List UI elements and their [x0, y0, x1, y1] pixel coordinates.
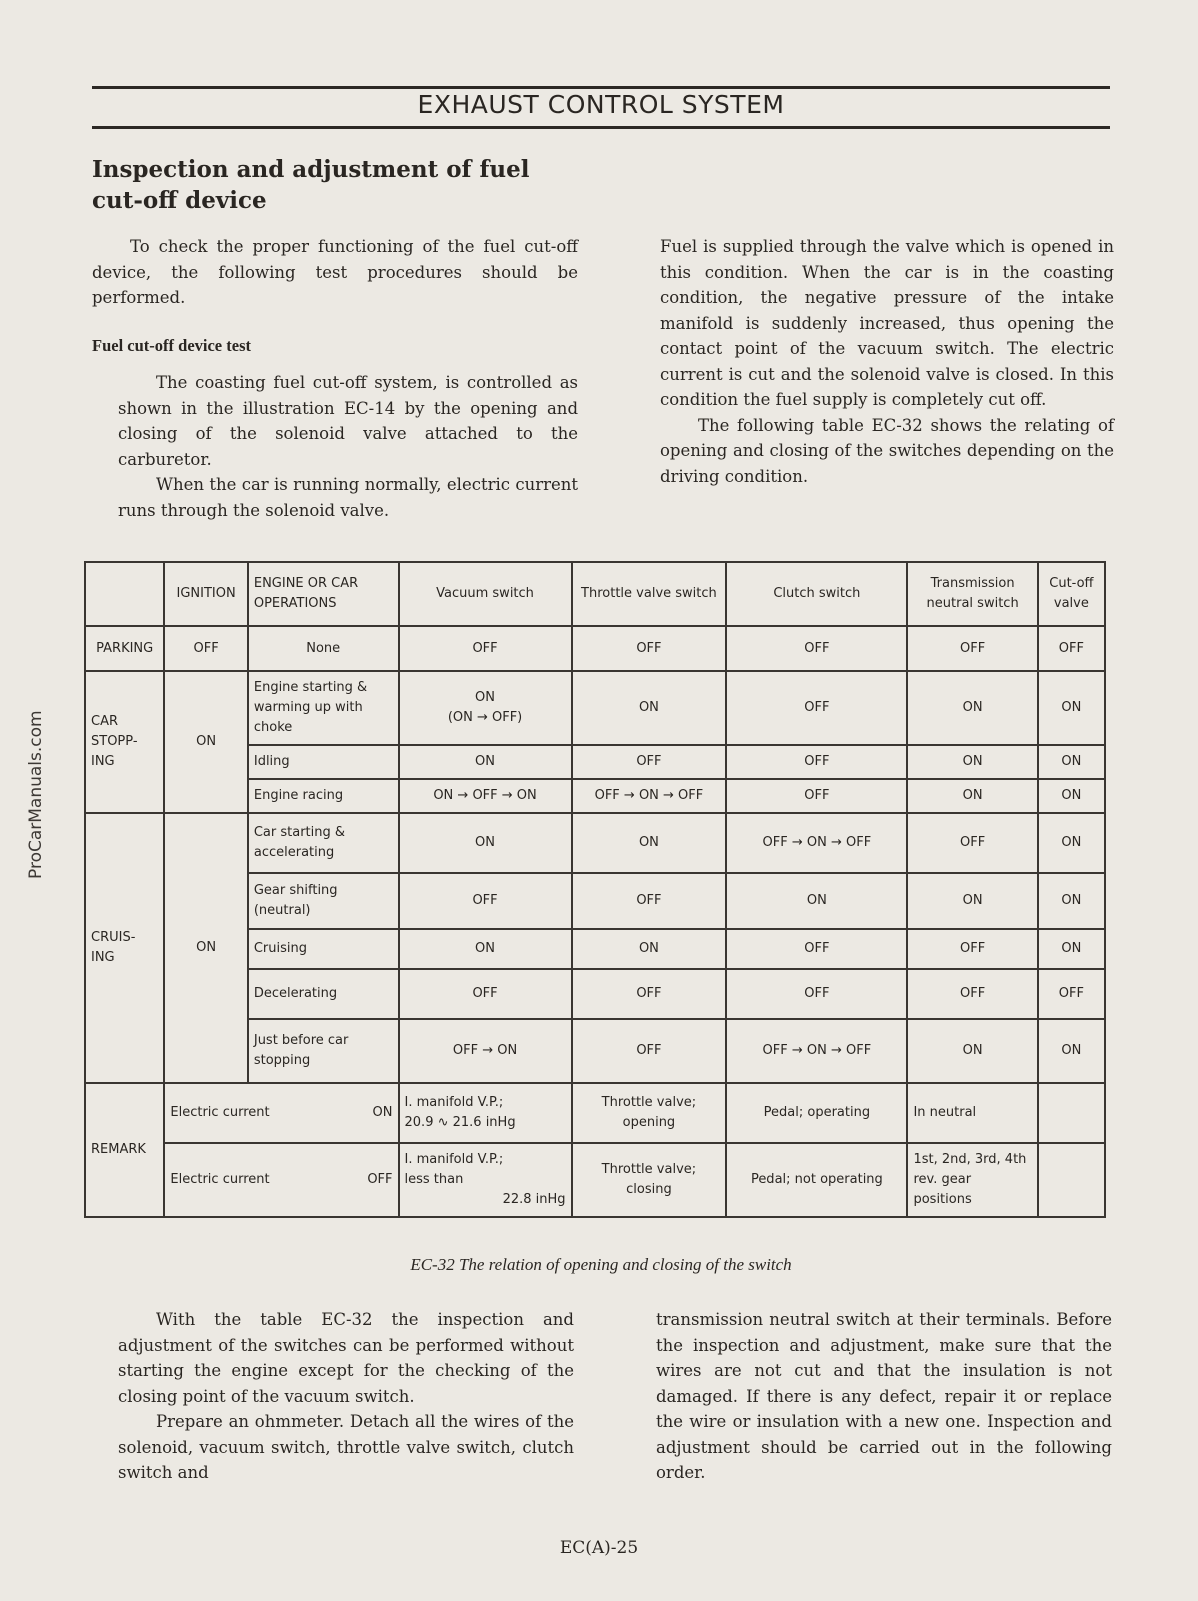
- table-header: ENGINE OR CAR OPERATIONS: [248, 562, 399, 626]
- cell-spread: [170, 1170, 392, 1190]
- table-cell: OFF: [726, 969, 907, 1019]
- cell-state: ON: [372, 1105, 393, 1120]
- body-paragraph: The coasting fuel cut-off system, is controlled as shown in the illustration EC-14 by the opening and closing of the solenoid valve attached to the carburetor.: [118, 373, 578, 469]
- right-column: [660, 234, 1114, 489]
- table-row: [85, 813, 1105, 873]
- table-cell: ON: [1038, 745, 1105, 779]
- table-cell: ON: [164, 671, 247, 813]
- table-cell: ON: [572, 671, 727, 745]
- table-header-row: [85, 562, 1105, 626]
- table-cell: ON: [907, 873, 1037, 929]
- table-cell: OFF: [572, 873, 727, 929]
- table-header: Clutch switch: [726, 562, 907, 626]
- table-cell: ON: [1038, 813, 1105, 873]
- table-cell: OFF: [399, 969, 572, 1019]
- body-paragraph: When the car is running normally, electric current runs through the solenoid valve.: [118, 475, 578, 520]
- table-cell: ON: [572, 929, 727, 969]
- table-cell: ON: [907, 1019, 1037, 1083]
- table-cell: [1038, 1143, 1105, 1217]
- table-cell: ON: [907, 671, 1037, 745]
- table-cell: ON: [399, 813, 572, 873]
- table-cell: OFF: [399, 626, 572, 671]
- cell-label: Electric current: [170, 1105, 270, 1120]
- table-cell: OFF: [572, 745, 727, 779]
- header-rule-top: [92, 86, 1110, 89]
- cell-spread: [170, 1103, 392, 1123]
- table-cell: [1038, 1083, 1105, 1143]
- table-cell: OFF: [572, 969, 727, 1019]
- table-cell: Throttle valve; opening: [572, 1083, 727, 1143]
- table-cell: [399, 1143, 572, 1217]
- table-cell: 1st, 2nd, 3rd, 4th rev. gear positions: [907, 1143, 1037, 1217]
- table-cell: OFF → ON → OFF: [726, 1019, 907, 1083]
- table-cell: OFF: [726, 779, 907, 813]
- table-cell: OFF → ON: [399, 1019, 572, 1083]
- table-cell: Car starting & accelerating: [248, 813, 399, 873]
- table-cell: Engine racing: [248, 779, 399, 813]
- table-cell: ON → OFF → ON: [399, 779, 572, 813]
- cell-state: OFF: [367, 1172, 393, 1187]
- row-group-label: CAR STOPP-ING: [85, 671, 164, 813]
- table-cell: None: [248, 626, 399, 671]
- table-cell: OFF → ON → OFF: [572, 779, 727, 813]
- table-cell: ON: [399, 745, 572, 779]
- table-cell: OFF: [1038, 969, 1105, 1019]
- page-header-title: EXHAUST CONTROL SYSTEM: [417, 90, 785, 119]
- table-cell: Decelerating: [248, 969, 399, 1019]
- cell-line: I. manifold V.P.;: [404, 1095, 504, 1110]
- table-cell: Cruising: [248, 929, 399, 969]
- table-row: [85, 626, 1105, 671]
- table-cell: Throttle valve; closing: [572, 1143, 727, 1217]
- cell-line: I. manifold V.P.;: [404, 1152, 504, 1167]
- table-cell: ON: [1038, 779, 1105, 813]
- cell-line: ON: [475, 690, 496, 705]
- cell-line: 22.8 inHg: [502, 1192, 566, 1207]
- section-title: Inspection and adjustment of fuel cut-off device: [92, 156, 530, 214]
- table-cell: Just before car stopping: [248, 1019, 399, 1083]
- table-header: IGNITION: [164, 562, 247, 626]
- table-header: Vacuum switch: [399, 562, 572, 626]
- table-cell: Gear shifting (neutral): [248, 873, 399, 929]
- table-header: Cut-off valve: [1038, 562, 1105, 626]
- table-cell: OFF: [726, 671, 907, 745]
- table-cell: ON: [907, 779, 1037, 813]
- table-cell: ON: [164, 813, 247, 1083]
- header-rule-bottom: [92, 126, 1110, 129]
- indented-block: [92, 370, 578, 523]
- watermark: ProCarManuals.com: [26, 710, 46, 880]
- table-cell: OFF: [399, 873, 572, 929]
- table-row: [85, 671, 1105, 745]
- table-cell: ON: [1038, 1019, 1105, 1083]
- table-cell: OFF: [907, 929, 1037, 969]
- table-cell: OFF: [572, 626, 727, 671]
- table-row: [85, 1083, 1105, 1143]
- table-cell: ON: [907, 745, 1037, 779]
- bottom-right-column: [656, 1307, 1112, 1486]
- table-cell: Engine starting & warming up with choke: [248, 671, 399, 745]
- row-group-label: PARKING: [85, 626, 164, 671]
- table-cell: OFF: [907, 969, 1037, 1019]
- table-header: Transmission neutral switch: [907, 562, 1037, 626]
- table-cell: Pedal; operating: [726, 1083, 907, 1143]
- cell-line: 20.9 ∿ 21.6 inHg: [404, 1115, 516, 1130]
- table-cell: ON: [1038, 929, 1105, 969]
- switch-relation-table: [84, 561, 1106, 1218]
- table-cell: OFF: [726, 626, 907, 671]
- table-cell: OFF: [164, 626, 247, 671]
- cell-line: less than: [404, 1172, 464, 1187]
- table-cell: ON: [572, 813, 727, 873]
- table-cell: Idling: [248, 745, 399, 779]
- table-cell: Pedal; not operating: [726, 1143, 907, 1217]
- table-cell: ON: [1038, 671, 1105, 745]
- row-group-label: CRUIS-ING: [85, 813, 164, 1083]
- row-group-label: REMARK: [85, 1083, 164, 1217]
- subheading: Fuel cut-off device test: [92, 335, 251, 355]
- table-cell: ON: [399, 929, 572, 969]
- body-paragraph: Prepare an ohmmeter. Detach all the wires of the solenoid, vacuum switch, throttle valve switch, clutch switch and: [118, 1412, 574, 1482]
- bottom-left-column: [118, 1307, 574, 1486]
- table-cell: ON: [726, 873, 907, 929]
- table-cell: In neutral: [907, 1083, 1037, 1143]
- table-cell: OFF: [907, 813, 1037, 873]
- cell-label: Electric current: [170, 1172, 270, 1187]
- body-paragraph: transmission neutral switch at their terminals. Before the inspection and adjustment, make sure that the wires are not cut and that the insulation is not damaged. If there is any defect, repair it or replace the wire or insulation with a new one. Inspection and adjustment should be carried out in the following order.: [656, 1310, 1112, 1482]
- table-cell: OFF: [907, 626, 1037, 671]
- body-paragraph: With the table EC-32 the inspection and adjustment of the switches can be performed without starting the engine except for the checking of the closing point of the vacuum switch.: [118, 1310, 574, 1406]
- table-caption: EC-32 The relation of opening and closing of the switch: [410, 1255, 792, 1274]
- table-cell: OFF: [726, 929, 907, 969]
- table-cell: [164, 1083, 398, 1143]
- cell-line: (ON → OFF): [447, 710, 523, 725]
- page-number: EC(A)-25: [559, 1538, 639, 1558]
- table-cell: [399, 671, 572, 745]
- body-paragraph: Fuel is supplied through the valve which is opened in this condition. When the car is in the coasting condition, the negative pressure of the intake manifold is suddenly increased, thus opening the contact point of the vacuum switch. The electric current is cut and the solenoid valve is closed. In this condition the fuel supply is completely cut off.: [660, 237, 1114, 409]
- table-cell: OFF: [572, 1019, 727, 1083]
- table-cell: OFF → ON → OFF: [726, 813, 907, 873]
- table-cell: ON: [1038, 873, 1105, 929]
- intro-paragraph: To check the proper functioning of the fuel cut-off device, the following test procedures should be performed.: [92, 237, 578, 307]
- table-header: Throttle valve switch: [572, 562, 727, 626]
- left-column: [92, 234, 578, 523]
- table-cell: [164, 1143, 398, 1217]
- table-cell: OFF: [1038, 626, 1105, 671]
- table-row: [85, 1143, 1105, 1217]
- table-cell: [399, 1083, 572, 1143]
- body-paragraph: The following table EC-32 shows the relating of opening and closing of the switches depending on the driving condition.: [660, 415, 1114, 486]
- table-cell: OFF: [726, 745, 907, 779]
- table-cell: [85, 562, 164, 626]
